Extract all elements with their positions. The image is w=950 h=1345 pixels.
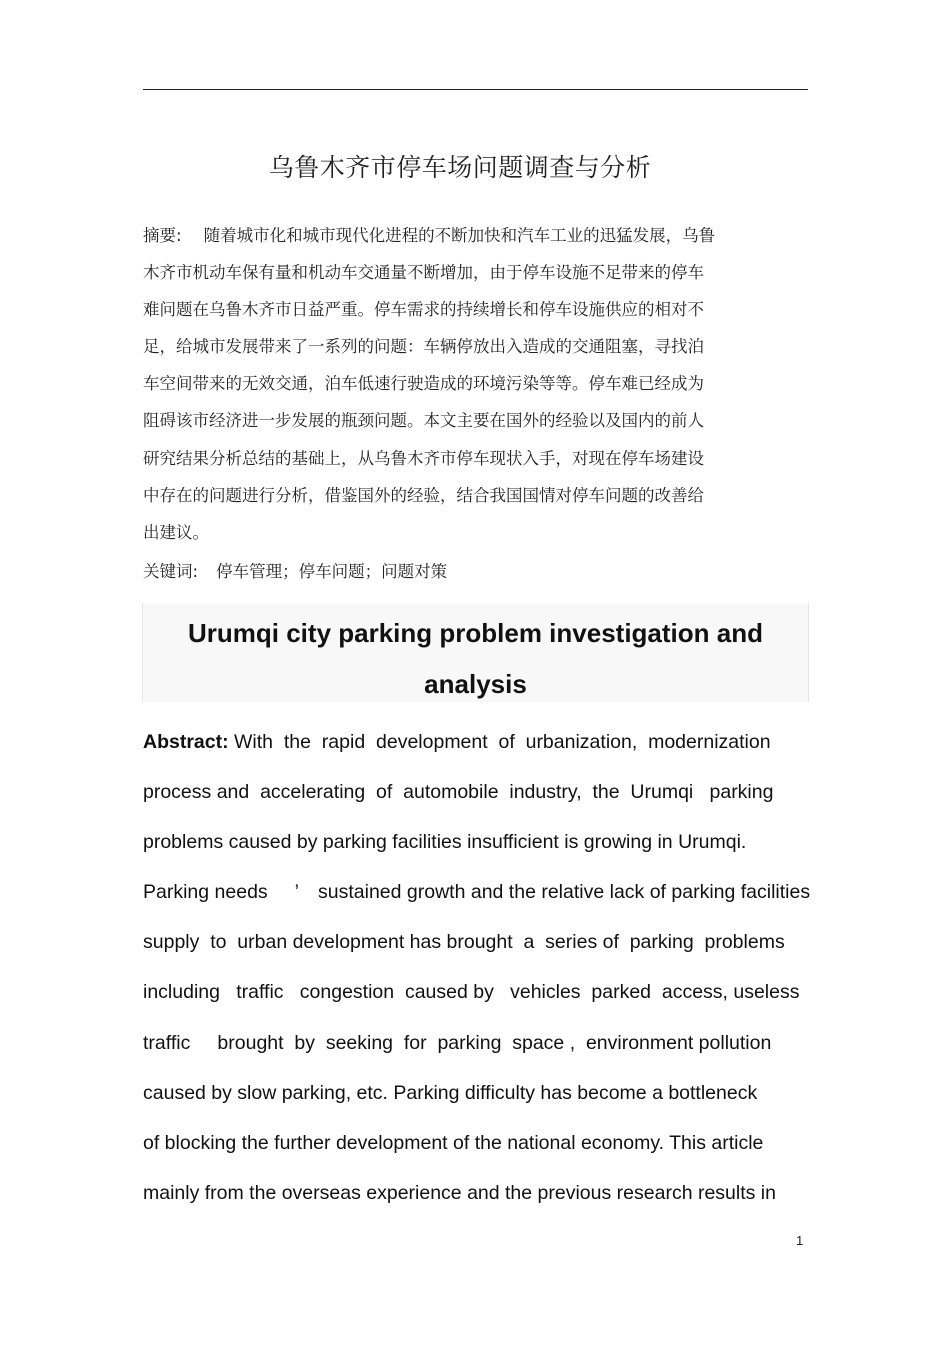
- paper-title-en-line: Urumqi city parking problem investigation and: [188, 618, 763, 648]
- abstract-cn-line: 阻碍该市经济进一步发展的瓶颈问题。本文主要在国外的经验以及国内的前人: [143, 411, 704, 431]
- abstract-cn-label: 摘要:: [143, 226, 182, 245]
- abstract-cn-line: 研究结果分析总结的基础上，从乌鲁木齐市停车现状入手，对现在停车场建设: [143, 448, 704, 468]
- abstract-en-text: Parking needs: [143, 881, 268, 904]
- abstract-cn-line: 木齐市机动车保有量和机动车交通量不断增加，由于停车设施不足带来的停车: [143, 263, 704, 283]
- abstract-cn-line: 出建议。: [143, 522, 209, 542]
- abstract-cn-line: [143, 222, 755, 259]
- abstract-en-line: caused by slow parking, etc. Parking difficulty has become a bottleneck: [143, 1081, 758, 1104]
- abstract-en-line: supply to urban development has brought a series of parking problems: [143, 931, 785, 954]
- abstract-en: [143, 726, 863, 1227]
- abstract-en-text: With the rapid development of urbanization, modernization: [234, 731, 771, 753]
- abstract-cn-line: 中存在的问题进行分析，借鉴国外的经验，结合我国国情对停车问题的改善给: [143, 485, 704, 505]
- abstract-en-line: [143, 876, 863, 926]
- abstract-en-line: process and accelerating of automobile industry, the Urumqi parking: [143, 781, 774, 804]
- keywords-cn-label: 关键词:: [143, 562, 199, 581]
- paper-title-en-line: analysis: [424, 669, 527, 699]
- abstract-en-line: mainly from the overseas experience and the previous research results in: [143, 1181, 776, 1204]
- abstract-en-line: [143, 726, 863, 776]
- header-rule: [143, 89, 808, 90]
- abstract-en-line: problems caused by parking facilities insufficient is growing in Urumqi.: [143, 831, 747, 854]
- abstract-en-line: of blocking the further development of the national economy. This article: [143, 1131, 764, 1154]
- abstract-en-line: traffic brought by seeking for parking space , environment pollution: [143, 1031, 772, 1054]
- abstract-cn-line: 车空间带来的无效交通，泊车低速行驶造成的环境污染等等。停车难已经成为: [143, 374, 704, 394]
- abstract-cn-line: 难问题在乌鲁木齐市日益严重。停车需求的持续增长和停车设施供应的相对不: [143, 300, 704, 320]
- abstract-cn-line: 足，给城市发展带来了一系列的问题：车辆停放出入造成的交通阻塞，寻找泊: [143, 337, 704, 357]
- keywords-cn: [143, 558, 447, 586]
- page-number: 1: [796, 1233, 804, 1248]
- paper-title-en: [142, 603, 809, 702]
- paper-title-cn: 乌鲁木齐市停车场问题调查与分析: [268, 153, 652, 182]
- abstract-cn-text: 随着城市化和城市现代化进程的不断加快和汽车工业的迅猛发展，乌鲁: [203, 226, 716, 245]
- abstract-en-line: including traffic congestion caused by vehicles parked access, useless: [143, 981, 800, 1004]
- abstract-en-label: Abstract:: [143, 731, 229, 753]
- abstract-en-text: sustained growth and the relative lack of parking facilities: [318, 881, 811, 904]
- keywords-cn-value: 停车管理；停车问题；问题对策: [216, 562, 448, 581]
- apostrophe-glyph: ’: [294, 881, 300, 904]
- abstract-cn: [143, 222, 755, 556]
